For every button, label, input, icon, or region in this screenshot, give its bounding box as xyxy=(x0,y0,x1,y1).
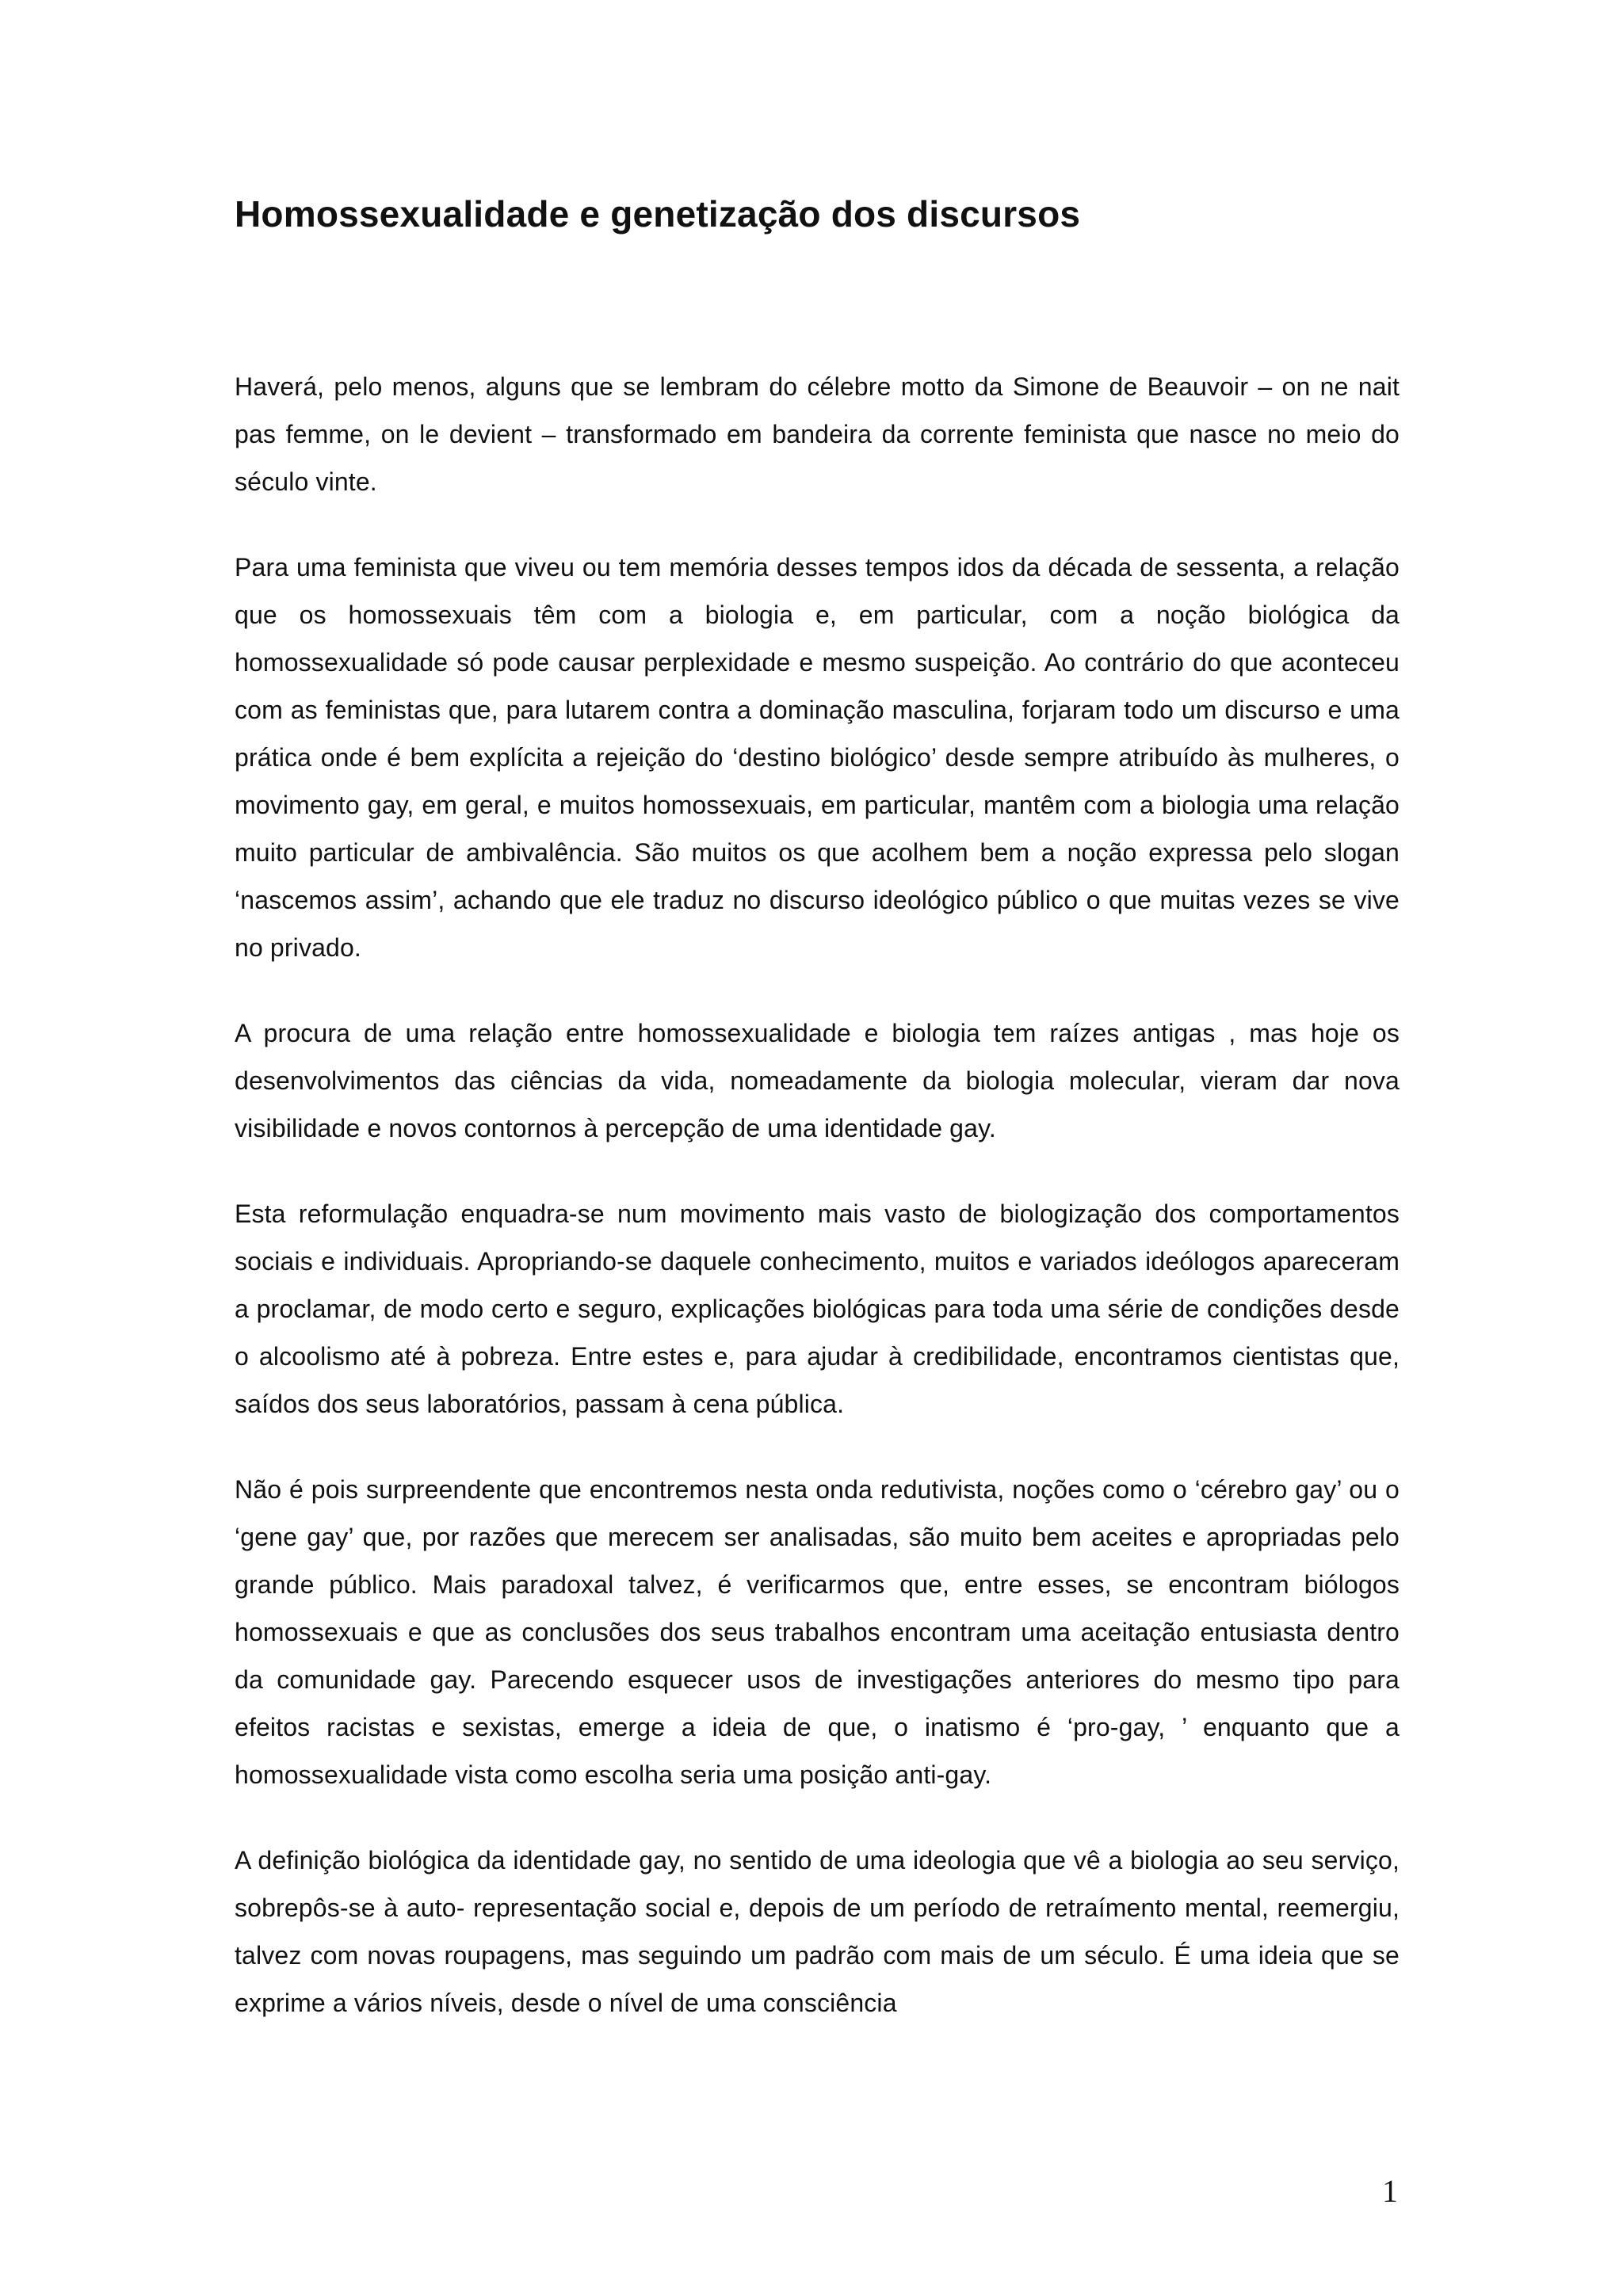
paragraph-5: Não é pois surpreendente que encontremos nesta onda redutivista, noções como o ‘cérebro gay’ ou o ‘gene gay’ que, por razões que merecem ser analisadas, são muito bem aceites e apropriadas pelo grande público. Mais paradoxal talvez, é verificarmos que, entre esses, se encontram biólogos homossexuais e que as conclusões dos seus trabalhos encontram uma aceitação entusiasta dentro da comunidade gay. Parecendo esquecer usos de investigações anteriores do mesmo tipo para efeitos racistas e sexistas, emerge a ideia de que, o inatismo é ‘pro-gay, ’ enquanto que a homossexualidade vista como escolha seria uma posição anti-gay. xyxy=(235,1475,1400,1789)
paragraph-6: A definição biológica da identidade gay, no sentido de uma ideologia que vê a biologia ao seu serviço, sobrepôs-se à auto- representação social e, depois de um período de retraímento mental, reemergiu, talvez com novas roupagens, mas seguindo um padrão com mais de um século. É uma ideia que se exprime a vários níveis, desde o nível de uma consciência xyxy=(235,1846,1400,2017)
paragraph-3: A procura de uma relação entre homossexualidade e biologia tem raízes antigas , mas hoje os desenvolvimentos das ciências da vida, nomeadamente da biologia molecular, vieram dar nova visibilidade e novos contornos à percepção de uma identidade gay. xyxy=(235,1019,1400,1142)
document-title: Homossexualidade e genetização dos discursos xyxy=(235,193,1081,235)
paragraph-4: Esta reformulação enquadra-se num movimento mais vasto de biologização dos comportamentos sociais e individuais. Apropriando-se daquele conhecimento, muitos e variados ideólogos apareceram a proclamar, de modo certo e seguro, explicações biológicas para toda uma série de condições desde o alcoolismo até à pobreza. Entre estes e, para ajudar à credibilidade, encontramos cientistas que, saídos dos seus laboratórios, passam à cena pública. xyxy=(235,1199,1400,1418)
paragraph-2: Para uma feminista que viveu ou tem memória desses tempos idos da década de sessenta, a relação que os homossexuais têm com a biologia e, em particular, com a noção biológica da homossexualidade só pode causar perplexidade e mesmo suspeição. Ao contrário do que aconteceu com as feministas que, para lutarem contra a dominação masculina, forjaram todo um discurso e uma prática onde é bem explícita a rejeição do ‘destino biológico’ desde sempre atribuído às mulheres, o movimento gay, em geral, e muitos homossexuais, em particular, mantêm com a biologia uma relação muito particular de ambivalência. São muitos os que acolhem bem a noção expressa pelo slogan ‘nascemos assim’, achando que ele traduz no discurso ideológico público o que muitas vezes se vive no privado. xyxy=(235,553,1400,962)
document-body xyxy=(235,363,1400,2065)
paragraph-1: Haverá, pelo menos, alguns que se lembram do célebre motto da Simone de Beauvoir – on ne nait pas femme, on le devient – transformado em bandeira da corrente feminista que nasce no meio do século vinte. xyxy=(235,372,1400,496)
page-number: 1 xyxy=(1382,2173,1398,2209)
